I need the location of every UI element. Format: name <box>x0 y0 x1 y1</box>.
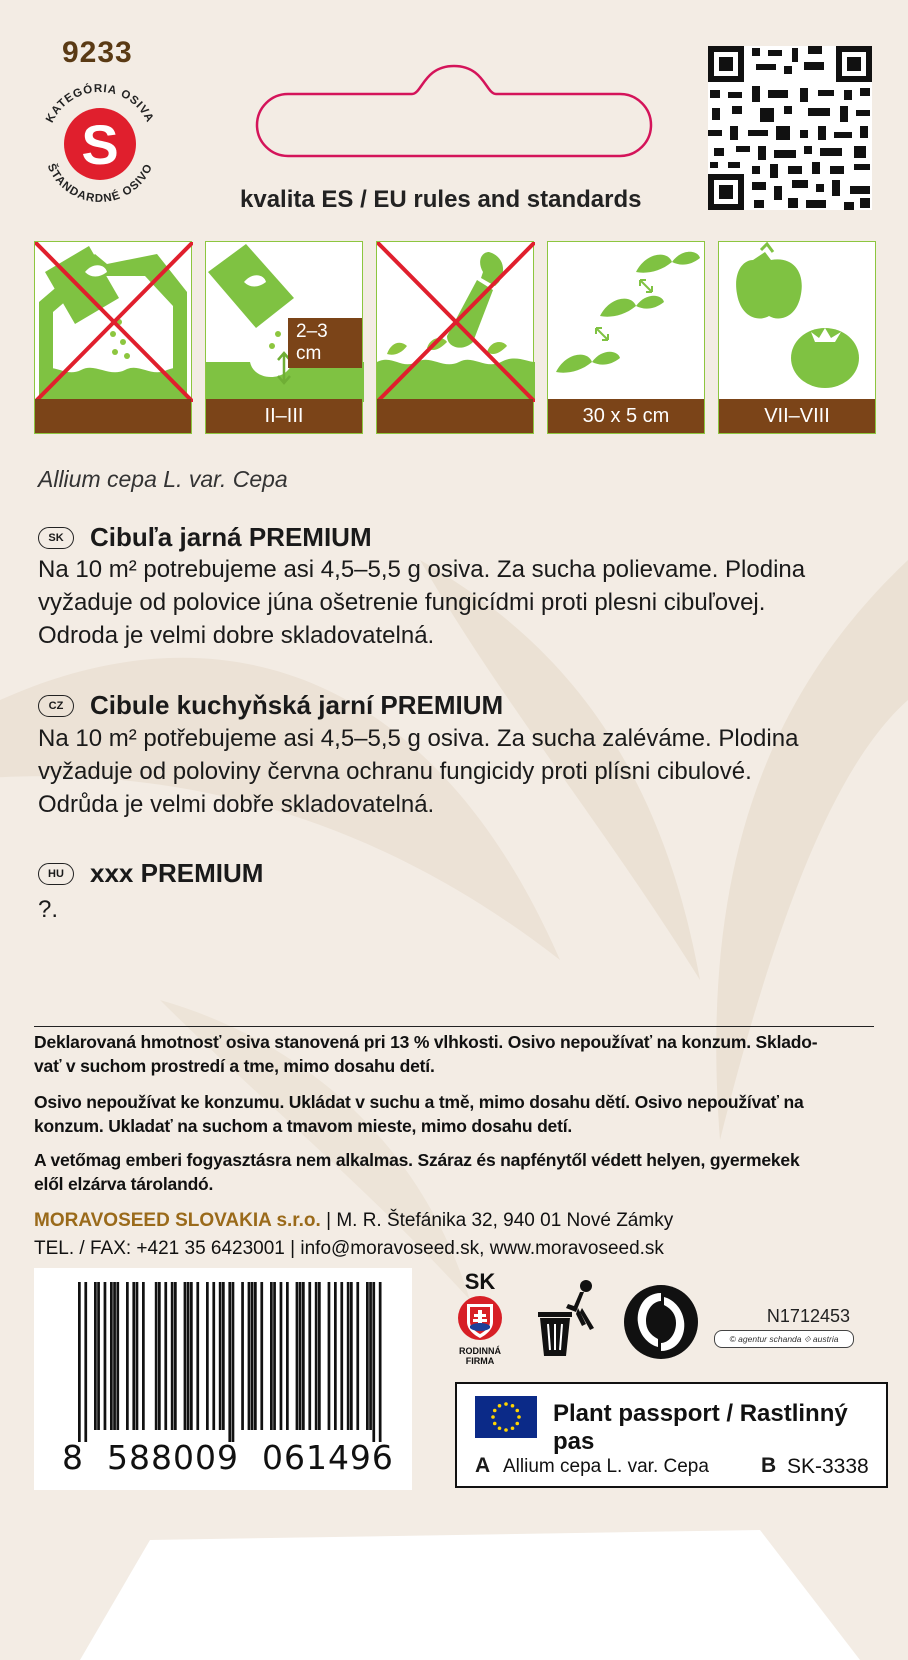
section-title-text: xxx PREMIUM <box>90 858 264 888</box>
barcode-bar <box>372 1282 375 1442</box>
trash-bin-icon <box>536 1278 606 1358</box>
pictogram-greenhouse <box>34 241 192 434</box>
eu-star <box>515 1409 519 1413</box>
barcode-bar <box>350 1282 353 1430</box>
section-title-hu <box>38 858 263 889</box>
barcode-digit-first: 8 <box>62 1438 84 1477</box>
passport-title: Plant passport / Rastlinný pas <box>553 1400 848 1455</box>
plant-passport <box>455 1382 888 1488</box>
harvest-icon <box>719 242 877 402</box>
barcode-digit-group: 061496 <box>261 1438 394 1477</box>
barcode-bar <box>260 1282 263 1430</box>
family-business-logo <box>455 1268 525 1372</box>
barcode-bar <box>369 1282 372 1430</box>
barcode-bar <box>126 1282 129 1430</box>
barcode-bar <box>280 1282 283 1430</box>
fine-print-hu <box>34 1148 884 1196</box>
lang-badge-cz: CZ <box>38 695 74 717</box>
barcode-bar <box>222 1282 225 1430</box>
barcode-bar <box>171 1282 174 1430</box>
quality-statement: kvalita ES / EU rules and standards <box>240 186 642 213</box>
barcode-bar <box>241 1282 244 1430</box>
barcode-bar <box>113 1282 116 1430</box>
barcode-bar <box>334 1282 337 1430</box>
barcode-bar <box>94 1282 97 1430</box>
passport-b-label: B <box>761 1454 777 1477</box>
section-body-cz <box>38 722 878 821</box>
fine-line: elől elzárva tárolandó. <box>34 1174 214 1194</box>
barcode-bar <box>308 1282 311 1430</box>
body-line: vyžaduje od poloviny června ochranu fungicidy proti plísni cibulové. <box>38 758 752 785</box>
barcode-bar <box>286 1282 289 1430</box>
section-title-cz <box>38 690 503 721</box>
barcode-bar <box>158 1282 161 1430</box>
barcode-bar <box>155 1282 158 1430</box>
fine-print-sk <box>34 1030 884 1078</box>
barcode-bar <box>248 1282 251 1430</box>
barcode-bar <box>340 1282 343 1430</box>
barcode-bar <box>315 1282 318 1430</box>
certification-number: N1712453 <box>766 1306 850 1326</box>
barcode-bar <box>174 1282 177 1430</box>
body-line: Odrůda je velmi dobře skladovatelná. <box>38 791 435 818</box>
pictogram-direct-sowing <box>205 241 363 434</box>
section-body-sk <box>38 553 878 652</box>
product-code: 9233 <box>62 36 133 69</box>
company-phone: TEL. / FAX: +421 35 6423001 <box>34 1238 285 1259</box>
barcode-bar <box>206 1282 209 1430</box>
fine-line: A vetőmag emberi fogyasztásra nem alkalmas. Száraz és napfénytől védett helyen, gyermekek <box>34 1150 800 1170</box>
barcode-bar <box>232 1282 235 1442</box>
category-arc-top: KATEGÓRIA OSIVA <box>44 82 156 125</box>
barcode-bar <box>318 1282 321 1430</box>
barcode <box>34 1268 412 1490</box>
company-name: MORAVOSEED SLOVAKIA s.r.o. <box>34 1210 321 1231</box>
qr-code[interactable] <box>708 46 872 210</box>
body-line: vyžaduje od polovice júna ošetrenie fungicídmi proti plesni cibuľovej. <box>38 589 766 616</box>
eu-star <box>511 1426 515 1430</box>
eu-star <box>515 1422 519 1426</box>
barcode-bar <box>136 1282 139 1430</box>
section-title-text: Cibule kuchyňská jarní PREMIUM <box>90 690 504 720</box>
company-line: MORAVOSEED SLOVAKIA s.r.o. | M. R. Štefánika 32, 940 01 Nové Zámky <box>34 1210 674 1231</box>
category-letter: S <box>81 113 119 176</box>
latin-name: Allium cepa L. var. Cepa <box>38 466 288 492</box>
fine-line: vať v suchom prostredí a tme, mimo dosahu detí. <box>34 1056 435 1076</box>
pictogram-transplant <box>376 241 534 434</box>
variety-name-frame <box>252 64 656 160</box>
barcode-bar <box>251 1282 254 1430</box>
barcode-bar <box>328 1282 331 1430</box>
barcode-bar <box>184 1282 187 1430</box>
pictogram-harvest <box>718 241 876 434</box>
eu-star <box>493 1422 497 1426</box>
eu-star <box>517 1415 521 1419</box>
barcode-bar <box>219 1282 222 1430</box>
divider <box>34 1026 874 1027</box>
barcode-bar <box>110 1282 113 1430</box>
eu-star <box>491 1415 495 1419</box>
pictogram-label <box>35 399 191 433</box>
barcode-bar <box>104 1282 107 1430</box>
greenhouse-sowing-icon <box>35 242 193 402</box>
section-title-sk <box>38 522 372 553</box>
body-line: ?. <box>38 896 59 923</box>
eu-star <box>511 1404 515 1408</box>
barcode-bar <box>302 1282 305 1430</box>
section-title-text: Cibuľa jarná PREMIUM <box>90 522 372 552</box>
barcode-bar <box>196 1282 199 1430</box>
barcode-bar <box>299 1282 302 1430</box>
barcode-bar <box>190 1282 193 1430</box>
barcode-bar <box>187 1282 190 1430</box>
seed-category-badge <box>30 72 170 212</box>
pictogram-label: VII–VIII <box>719 399 875 433</box>
eu-star <box>504 1428 508 1432</box>
body-line: Na 10 m² potrebujeme asi 4,5–5,5 g osiva. Za sucha polievame. Plodina <box>38 556 806 583</box>
sk-logo-caption-1: RODINNÁ <box>459 1346 501 1356</box>
passport-a-label: A <box>475 1454 491 1477</box>
eu-star <box>498 1426 502 1430</box>
barcode-bar <box>84 1282 87 1442</box>
barcode-bar <box>273 1282 276 1430</box>
company-web[interactable]: info@moravoseed.sk, www.moravoseed.sk <box>300 1238 664 1259</box>
sk-logo-text: SK <box>464 1269 496 1294</box>
sk-logo-caption-2: FIRMA <box>465 1356 495 1366</box>
barcode-bar <box>356 1282 359 1430</box>
eu-star <box>493 1409 497 1413</box>
pictogram-label: 30 x 5 cm <box>548 399 704 433</box>
fine-print-cz <box>34 1090 884 1138</box>
pictogram-label: II–III <box>206 399 362 433</box>
transplant-icon <box>377 242 535 402</box>
body-line: Na 10 m² potřebujeme asi 4,5–5,5 g osiva. Za sucha zaléváme. Plodina <box>38 725 799 752</box>
barcode-bar <box>97 1282 100 1430</box>
spacing-icon <box>548 242 706 402</box>
barcode-bar <box>164 1282 167 1430</box>
barcode-bar <box>347 1282 350 1430</box>
fine-line: Osivo nepoužívat ke konzumu. Ukládat v suchu a tmě, mimo dosahu dětí. Osivo nepoužívať na <box>34 1092 804 1112</box>
eu-flag-icon <box>475 1396 537 1438</box>
green-dot-recycling-icon <box>622 1283 700 1361</box>
barcode-bar <box>254 1282 257 1430</box>
company-address: M. R. Štefánika 32, 940 01 Nové Zámky <box>336 1210 674 1231</box>
barcode-bar <box>379 1282 382 1442</box>
eu-star <box>504 1402 508 1406</box>
barcode-digit-group: 588009 <box>106 1438 239 1477</box>
body-line: Odroda je velmi dobre skladovatelná. <box>38 622 435 649</box>
barcode-digits <box>62 1438 394 1477</box>
passport-b-value: SK-3338 <box>787 1455 869 1478</box>
lang-badge-hu: HU <box>38 863 74 885</box>
category-arc-bottom: ŠTANDARDNÉ OSIVO <box>44 161 156 206</box>
pictogram-label <box>377 399 533 433</box>
barcode-bar <box>366 1282 369 1430</box>
barcode-bar <box>116 1282 119 1430</box>
eu-star <box>498 1404 502 1408</box>
fine-line: Deklarovaná hmotnosť osiva stanovená pri 13 % vlhkosti. Osivo nepoužívať na konzum. Sklado- <box>34 1032 818 1052</box>
certification-badge: © agentur schanda ⟐ austria <box>714 1330 854 1348</box>
barcode-bar <box>132 1282 135 1430</box>
pictogram-spacing <box>547 241 705 434</box>
barcode-bar <box>228 1282 231 1442</box>
contact-line: TEL. / FAX: +421 35 6423001 | info@moravoseed.sk, www.moravoseed.sk <box>34 1238 664 1259</box>
barcode-bar <box>270 1282 273 1430</box>
lang-badge-sk: SK <box>38 527 74 549</box>
section-body-hu <box>38 893 878 926</box>
sowing-depth-tag: 2–3 cm <box>288 318 362 368</box>
passport-a-value: Allium cepa L. var. Cepa <box>503 1456 709 1477</box>
barcode-bar <box>78 1282 81 1442</box>
barcode-bar <box>212 1282 215 1430</box>
fine-line: konzum. Ukladať na suchom a tmavom mieste, mimo dosahu detí. <box>34 1116 573 1136</box>
barcode-bar <box>142 1282 145 1430</box>
barcode-bar <box>296 1282 299 1430</box>
